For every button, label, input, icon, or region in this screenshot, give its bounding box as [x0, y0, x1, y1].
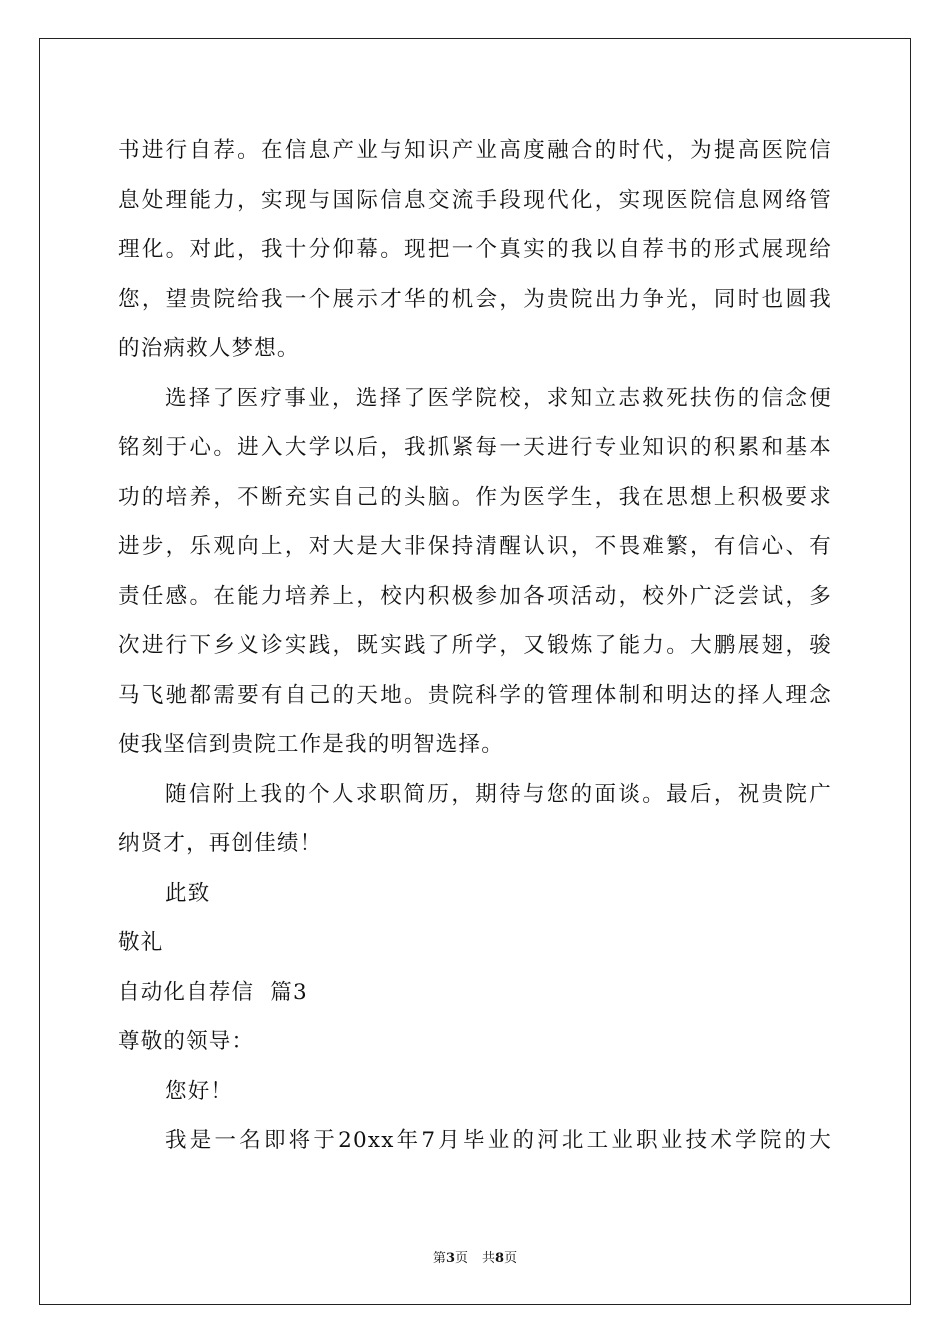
- closing-regards: 敬礼: [118, 930, 164, 955]
- text-line: 书进行自荐。在信息产业与知识产业高度融合的时代，为提高医院信: [118, 138, 832, 163]
- text-line: 纳贤才，再创佳绩！: [118, 831, 323, 856]
- page-suffix: 页: [454, 1251, 468, 1266]
- greeting-addressee: 尊敬的领导：: [118, 1029, 255, 1054]
- text-line: 马飞驰都需要有自己的天地。贵院科学的管理体制和明达的择人理念: [118, 682, 832, 708]
- text-line: 铭刻于心。进入大学以后，我抓紧每一天进行专业知识的积累和基本: [118, 435, 832, 460]
- section-heading: 自动化自荐信 篇3: [118, 979, 308, 1005]
- text-line: 的治病救人梦想。: [118, 336, 300, 361]
- total-pages: 8: [495, 1251, 505, 1266]
- paragraph-first-line: 我是一名即将于20xx年7月毕业的河北工业职业技术学院的大: [165, 1128, 832, 1153]
- page-number: 3: [445, 1251, 455, 1266]
- text-line: 责任感。在能力培养上，校内积极参加各项活动，校外广泛尝试，多: [118, 583, 832, 609]
- total-suffix: 页: [504, 1251, 518, 1266]
- page-footer: [0, 1247, 950, 1266]
- text-line: 使我坚信到贵院工作是我的明智选择。: [118, 732, 504, 757]
- text-line: 息处理能力，实现与国际信息交流手段现代化，实现医院信息网络管: [118, 187, 832, 213]
- greeting: 您好！: [165, 1078, 234, 1104]
- document-body: [118, 126, 832, 1166]
- text-line: 功的培养，不断充实自己的头脑。作为医学生，我在思想上积极要求: [118, 484, 832, 510]
- paragraph-first-line: 选择了医疗事业，选择了医学院校，求知立志救死扶伤的信念便: [165, 385, 832, 411]
- page-prefix: 第: [432, 1251, 446, 1266]
- closing-salutation: 此致: [165, 880, 211, 906]
- text-line: 次进行下乡义诊实践，既实践了所学，又锻炼了能力。大鹏展翅，骏: [118, 633, 832, 658]
- total-prefix: 共: [482, 1251, 496, 1266]
- text-line: 理化。对此，我十分仰幕。现把一个真实的我以自荐书的形式展现给: [118, 237, 832, 262]
- text-line: 进步，乐观向上，对大是大非保持清醒认识，不畏难繁，有信心、有: [118, 534, 832, 559]
- paragraph-first-line: 随信附上我的个人求职简历，期待与您的面谈。最后，祝贵院广: [165, 781, 832, 807]
- text-line: 您，望贵院给我一个展示才华的机会，为贵院出力争光，同时也圆我: [118, 286, 832, 312]
